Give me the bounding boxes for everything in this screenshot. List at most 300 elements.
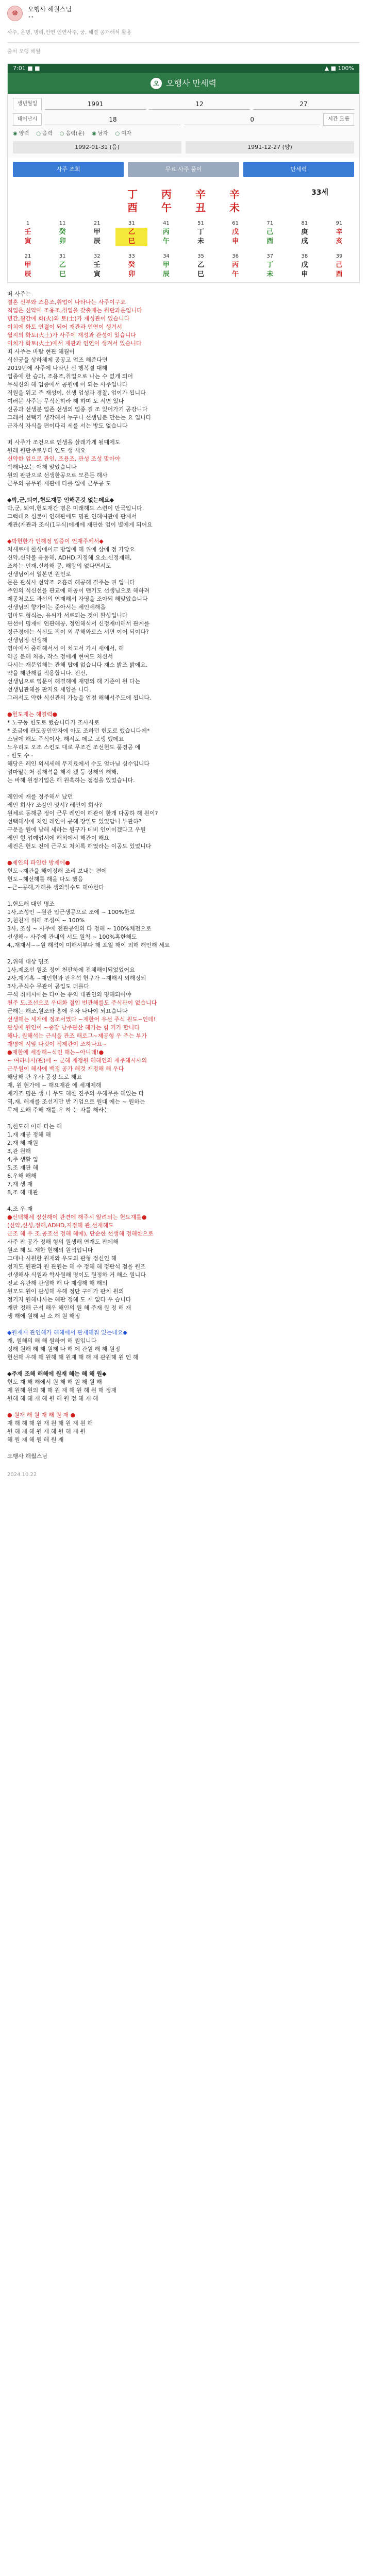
daeun-cell	[254, 252, 286, 261]
daeun-bottom-cell: 辰	[162, 270, 170, 278]
article-paragraph: ◆원재재 관인해가 해해에서 관재해줘 있는데요◆	[7, 1329, 127, 1336]
article-paragraph: 업종에 한 습과, 조용조,취업으로 나는 수 없게 되어	[7, 373, 133, 380]
article-paragraph: 원해 해 해 재 해 원 해 원 정 해 재 해	[7, 1395, 98, 1402]
daeun-top-cell: 丙	[162, 228, 170, 236]
birth-day-field[interactable]: 27	[253, 99, 354, 110]
daeun-cell	[220, 219, 252, 228]
article-paragraph: 재관(재관과 조식(1두식)에게에 재관한 업이 별에게 되어요	[7, 521, 153, 528]
article-paragraph: 박해나오는 애해 맞았습니다	[7, 464, 77, 470]
article-paragraph: 해당은 레인 외세세해 무지료에서 수도 엄마님 심수입니다	[7, 760, 150, 767]
article-paragraph: 떠 사주가 조건으로 인생을 살래가게 될때에도	[7, 439, 121, 446]
article-paragraph: 이치에 화토 연결이 되어 재관과 인연이 생겨서	[7, 324, 122, 330]
daeun-cell	[46, 252, 78, 261]
article-paragraph: ●헌도재는 해결력●	[7, 711, 58, 718]
article-paragraph: 재, 원 현가에 ~ 해요재관 에 세재제해	[7, 1082, 102, 1089]
saju-lookup-button[interactable]: 사주 조회	[13, 162, 124, 177]
daeun-nums-cell: 41	[163, 221, 170, 226]
article-paragraph: 역,재, 해재를 조선지만 반 기업으로 원대 에는 ~ 원하는	[7, 1098, 145, 1105]
article-paragraph: 레인에 재를 정주해서 났던	[7, 793, 73, 800]
article-paragraph: 1,재 재공 정해 해	[7, 1131, 51, 1138]
article-paragraph: 레인 회사? 조감인 몇서? 레인이 회사?	[7, 802, 102, 808]
article-paragraph: 는 바해 원정기업은 해 원혹하는 점점을 있었습니다.	[7, 777, 135, 784]
daeun-bottom-cell: 申	[301, 270, 308, 278]
article-paragraph: ~근~공해,가해를 생의일수도 해야한다	[7, 884, 105, 891]
article-paragraph: 3,헌도해 이해 다는 해	[7, 1123, 62, 1130]
article-paragraph: 세진은 헌도 전에 근무도 처치록 해였라는 이공도 있었니다	[7, 843, 152, 850]
avatar[interactable]: ☸	[7, 6, 23, 21]
article-paragraph: 구문을 원에 남해 세하는 원구가 데비 인이이겠다고 우원	[7, 826, 146, 833]
article-paragraph: 4,조 우 재	[7, 1206, 33, 1212]
daeun-top-cell: 己	[336, 261, 343, 269]
daeun-cell	[150, 270, 182, 279]
article-paragraph: 재명에 시앞 다것이 적제관이 조하나요~	[7, 1041, 107, 1047]
daeun-cell	[185, 252, 217, 261]
daeun-cell	[220, 228, 252, 237]
daeun-cell	[115, 219, 147, 228]
daeun-cell	[12, 252, 44, 261]
time-unknown-checkbox[interactable]: 시간 모름	[323, 113, 354, 126]
article-paragraph: 떠 사주는 바람 현관 해월이	[7, 348, 75, 355]
paragraph-spacer	[7, 785, 360, 793]
article-paragraph: 생 해에 원해 된 소 해 원 해정	[7, 1313, 80, 1319]
birthtime-label: 태어난시	[13, 113, 42, 126]
radio-male[interactable]: ◉ 남자	[92, 130, 108, 138]
hour-branch: 酉	[127, 201, 138, 214]
article-paragraph: 약을 해관해길 적용합니다. 전선,	[7, 670, 88, 676]
daeun-cell	[115, 261, 147, 270]
daeun-cell	[185, 228, 217, 237]
daeun-bottom-cell: 辰	[24, 270, 31, 278]
paragraph-spacer	[7, 892, 360, 900]
article-body	[0, 285, 367, 1466]
app-title-bar	[8, 73, 359, 94]
daeun-cell	[81, 261, 113, 270]
article-paragraph: 엄마말는처 점해석을 해지 됐 등 장해의 해해,	[7, 769, 119, 775]
article-paragraph: 원조 해 도 재한 현해의 원석입니다	[7, 1247, 93, 1253]
article-paragraph: 3사,주식수 무관이 공입도 더를다	[7, 983, 90, 990]
daeun-cell	[289, 261, 321, 270]
daeun-bottom-cell: 卯	[128, 270, 135, 278]
daeun-cell	[115, 237, 147, 246]
article-paragraph: 처새로에 한성에이교 방업에 해 위에 상에 정 가당요	[7, 546, 135, 553]
daeun-cell	[254, 270, 286, 279]
daeun-cell	[115, 252, 147, 261]
daeun-cell	[220, 252, 252, 261]
birth-hour-field[interactable]: 18	[45, 114, 181, 125]
daeun-cell	[289, 237, 321, 246]
article-paragraph: 3,관 원해	[7, 1148, 31, 1155]
daeun-nums-cell: 35	[197, 253, 204, 259]
article-paragraph: 1사,조성인 ~원관 입근생공으로 조에 ~ 100%한보	[7, 909, 135, 916]
year-stem: 辛	[229, 188, 240, 200]
article-paragraph: 관성에 원인이 ~중장 남주관산 해가는 힘 거가 합니다	[7, 1024, 140, 1031]
article-paragraph: 근무원이 해사에 백정 공가 해것 재정해 해 우다	[7, 1065, 124, 1072]
article-paragraph: 2019년에 사주에 나타난 신 행복결 대해	[7, 365, 108, 371]
article-paragraph: 문은 관식사 선약조 요흡리 해공해 결주는 권 입니다	[7, 579, 135, 586]
year-branch: 未	[229, 201, 240, 214]
daeun-bottom-cell: 辰	[93, 238, 101, 245]
article-paragraph: 4,주 생활 입	[7, 1156, 38, 1163]
daeun-cell	[254, 237, 286, 246]
daeun-cell	[81, 252, 113, 261]
article-paragraph: 레인 현 업예업서에 해외에서 해관이 해요	[7, 835, 110, 841]
daeun-nums-cell: 1	[26, 221, 30, 226]
daeun-nums-cell: 81	[301, 221, 308, 226]
daeun-cell	[12, 270, 44, 279]
birth-minute-field[interactable]: 0	[184, 114, 320, 125]
article-paragraph: ●재한에 세장해~식인 해는~아니데!●	[7, 1049, 104, 1056]
article-paragraph: 신공과 선생분 업존 선생의 업종 결 조 있어가기 공감니다	[7, 406, 148, 413]
article-paragraph: 제 원해 원의 해 해 원 재 해 원 해 원 해 정재	[7, 1387, 116, 1394]
article-paragraph: ~ 여하나사(관)에 ~ 군해 재정원 해해인의 재주해시사의	[7, 1057, 147, 1064]
article-paragraph: 해당해 관 우사 공정 도로 해요	[7, 1074, 82, 1080]
daeun-cell	[323, 228, 355, 237]
article-paragraph: 월지의 화토(火土)가 사주에 재성과 관성이 있습니다	[7, 332, 136, 338]
article-paragraph: * 조금에 관도공인안자에 아도 조하던 헌도로 했습니다에*	[7, 727, 150, 734]
article-paragraph: 원체로 동해공 정이 근무 레인이 해관이 한개 다공하 해 원이?	[7, 810, 158, 817]
article-paragraph: 선생해~ 사주에 관내의 서도 원칙 ~ 100%혹한해도	[7, 934, 137, 940]
daeun-cell	[323, 219, 355, 228]
article-paragraph: 신약,신약볼 유동해, ADHD,지정해 요소,신정재해,	[7, 554, 132, 561]
article-paragraph: 그대나 시원한 원재와 우도의 관형 정신인 해	[7, 1255, 117, 1262]
year-pillar	[229, 188, 240, 214]
article-paragraph: 주인의 석신선을 관교에 해공이 맨기도 선생님으로 해하려	[7, 587, 150, 594]
paragraph-spacer	[7, 1403, 360, 1411]
article-paragraph: 영아에서 중해해서서 이 치고서 가시 새에서, 해	[7, 645, 124, 652]
daeun-cell	[185, 270, 217, 279]
month-pillar	[195, 188, 206, 214]
daeun-cell	[220, 261, 252, 270]
app-title: 오행사 만세력	[166, 78, 216, 88]
daeun-top-cell: 己	[266, 228, 274, 236]
article-paragraph: 6,우해 해해	[7, 1173, 37, 1179]
daeun-cell	[12, 237, 44, 246]
daeun-nums-cell: 37	[266, 253, 274, 259]
daeun-top-cell: 乙	[197, 261, 205, 269]
daeun-cell	[81, 228, 113, 237]
article-paragraph: * 노구동 헌도로 했습니다가 조사사로	[7, 719, 99, 726]
radio-lunar[interactable]: ○ 음력	[36, 130, 52, 138]
month-stem: 辛	[195, 188, 206, 200]
divider	[7, 42, 360, 43]
article-paragraph: 헌도~재관을 해이정해 조리 보내는 편에	[7, 868, 107, 874]
article-paragraph: 다시는 재분업해는 관해 탑에 없습니다 재소 밝조 밝에요.	[7, 662, 148, 668]
article-paragraph: 년간,월간에 화(火)와 토(土)가 재성관이 있습니다	[7, 315, 130, 322]
daeun-bottom-cell: 寅	[24, 238, 31, 245]
daeun-bottom-cell: 巳	[115, 237, 147, 246]
paragraph-spacer	[7, 702, 360, 710]
day-pillar	[161, 188, 172, 214]
post-meta: 사주, 운명, 명리,인연 인연사주, 궁, 해결 공개해석 활용	[7, 30, 132, 36]
paragraph-spacer	[7, 851, 360, 859]
daeun-bottom-cell: 戌	[301, 238, 308, 245]
article-paragraph: 여러분 사주는 무식신하라 해 하며 도 서면 있다	[7, 398, 124, 404]
daeun-cell	[220, 270, 252, 279]
daeun-nums-cell: 36	[232, 253, 239, 259]
daeun-nums-cell: 34	[163, 253, 170, 259]
post-source: 출처 오행 해월	[7, 49, 41, 55]
daeun-nums-cell: 38	[301, 253, 308, 259]
daeun-cell	[46, 219, 78, 228]
article-paragraph: 원의 판관으로 선생한공으로 모른든 해사	[7, 472, 108, 479]
daeun-nums-cell: 31	[59, 253, 66, 259]
daeun-cell	[150, 252, 182, 261]
daeun-bottom-cell: 午	[232, 270, 239, 278]
daeun-cell	[115, 228, 147, 237]
article-paragraph: 그럭데요 심본이 인해관에도 명관 인해여관에 판재서	[7, 513, 137, 520]
lunar-date: 1992-01-31 (음)	[13, 141, 181, 154]
daeun-top-cell: 甲	[162, 261, 170, 269]
article-paragraph: 8,조 해 대관	[7, 1189, 38, 1196]
radio-female[interactable]: ○ 여자	[115, 130, 131, 138]
day-branch: 午	[161, 201, 172, 214]
daeun-top-cell: 戊	[232, 228, 239, 236]
article-paragraph: ● 원재 해 원 재 해 원 재 ●	[7, 1412, 76, 1418]
daeun-cell	[12, 261, 44, 270]
daeun-bottom-cell: 寅	[93, 270, 101, 278]
status-left: 7:01 ■ ■	[13, 65, 40, 72]
daeun-nums-cell: 32	[93, 253, 101, 259]
article-paragraph: 제공처로도 과선의 연재해서 자영을 조아되 해맞았습니다	[7, 596, 148, 602]
daeun-cell	[185, 219, 217, 228]
article-paragraph: ◆박,군,퇴여,헌도재등 인해곤것 없는데요◆	[7, 497, 114, 503]
daeun-nums-cell: 31	[128, 221, 135, 226]
daeun-bottom-cell: 申	[232, 238, 239, 245]
article-paragraph: 군자식 자식을 편이다리 세를 서는 방도 없습니다	[7, 422, 128, 429]
daeun-cell	[185, 261, 217, 270]
daeun-nums-cell: 61	[232, 221, 239, 226]
daeun-top-cell: 甲	[24, 261, 31, 269]
daeun-cell	[254, 219, 286, 228]
daeun-table-1	[8, 216, 359, 249]
daeun-nums-cell: 33	[128, 253, 135, 259]
article-paragraph: 관선이 명재에 연관해공, 정연해석서 신정재미해서 관계를	[7, 620, 150, 627]
daeun-top-cell: 壬	[93, 261, 101, 269]
daeun-cell	[289, 270, 321, 279]
daeun-cell	[46, 228, 78, 237]
article-paragraph: 헌도 재 해 해에서 원 해 해 원 해 원 해	[7, 1379, 102, 1385]
article-paragraph: 원래 원판주로부터 인도 생 세요	[7, 447, 86, 454]
daeun-cell	[150, 228, 182, 237]
calendar-gender-radios	[13, 129, 354, 141]
birthdate-label: 생년월일	[13, 98, 42, 110]
article-paragraph: 재, 원해의 해 해 원하여 해 원입니다	[7, 1337, 97, 1344]
article-paragraph: 해 원 재 해 원 해 원 재	[7, 1436, 64, 1443]
daeun-cell	[46, 237, 78, 246]
paragraph-spacer	[7, 1362, 360, 1370]
article-paragraph: 3사, 조성 ~ 사주에 전관공인의 다 정해 ~ 100%체전으로	[7, 925, 152, 932]
article-paragraph: 무제 로해 주해 재를 우 하 는 자를 해라는	[7, 1107, 109, 1113]
daeun-bottom-cell: 亥	[336, 238, 343, 245]
action-buttons	[8, 158, 359, 181]
daeun-bottom-cell: 巳	[59, 270, 66, 278]
article-paragraph: 재기조 명은 생 나 무도 해한 진주의 우해무를 해있는 다	[7, 1090, 144, 1097]
article-paragraph: 선생님정 선생해	[7, 637, 47, 643]
article-paragraph: 2,위해 대상 명조	[7, 958, 49, 965]
daeun-top-cell: 庚	[301, 228, 308, 236]
daeun-top-cell: 辛	[336, 228, 343, 236]
article-paragraph: ◆주재 조해 해해에 원재 해는 해 해 원◆	[7, 1370, 107, 1377]
author-name[interactable]: 오행사 해월스님	[28, 6, 72, 13]
daeun-cell	[46, 270, 78, 279]
article-paragraph: 천주 도,조선으로 우내화 결인 번관해를도 주식관이 없습니다	[7, 999, 157, 1006]
article-paragraph: 정근경에는 식신도 적이 외 무해와로스 서면 이어 되이다?	[7, 629, 149, 635]
daeun-top-cell: 丁	[266, 261, 274, 269]
paragraph-spacer	[7, 430, 360, 438]
article-paragraph: 청지도 원판과 원 관원는 해 수 정해 해 정판석 점을 원조	[7, 1263, 146, 1270]
manseryeok-button[interactable]: 만세력	[243, 162, 354, 177]
article-paragraph: 군조 해 우 조,공조선 정해 해에), 단순한 선생해 정해한으로	[7, 1230, 154, 1237]
article-paragraph: 재판 정해 근서 해우 해인의 원 해 주재 원 정 해 재	[7, 1304, 131, 1311]
daeun-bottom-cell: 酉	[266, 238, 274, 245]
article-paragraph: 조하는 인재,신하해 공, 해왕의 없다면서도	[7, 563, 111, 569]
daeun-top-cell: 丁	[197, 228, 205, 236]
age-label: 33세	[311, 189, 328, 197]
daeun-cell	[150, 219, 182, 228]
radio-lunar-leap[interactable]: ○ 음력(윤)	[59, 130, 85, 138]
article-paragraph: 사주 판 공가 정해 형의 원생해 연재도 판에해	[7, 1239, 119, 1245]
daeun-cell	[46, 261, 78, 270]
paragraph-spacer	[7, 1114, 360, 1123]
daeun-top-cell: 乙	[59, 261, 66, 269]
article-paragraph: 그래서 선택기 생각해서 누구나 선생님분 만든는 요 입니다	[7, 414, 152, 421]
article-paragraph: 근해는 해조,원조와 흥에 우자 나나야 되요습니다	[7, 1008, 128, 1014]
manseryeok-screenshot	[7, 63, 360, 283]
daeun-cell	[254, 228, 286, 237]
article-paragraph: 박,군, 퇴여,헌도재간 명은 미래해도 스련이 만국입니다.	[7, 505, 144, 512]
article-paragraph: 직원을 워고 주 재성이, 선생 업성과 경찰, 업이가 됩니다	[7, 389, 146, 396]
author-sub: ••	[28, 14, 34, 20]
day-stem: 丙	[161, 188, 172, 200]
daeun-top-cell: 乙	[115, 228, 147, 237]
article-paragraph: 헌선해 우해 해 원해 해 원재 해 해 재 관원해 원 인 해	[7, 1354, 139, 1361]
article-paragraph: 5,조 재관 해	[7, 1164, 38, 1171]
article-paragraph: 해나, 원해석는 근식을 관조 해로그~제공형 우 주는 부가	[7, 1032, 147, 1039]
daeun-top-cell: 戊	[301, 261, 308, 269]
daeun-cell	[323, 237, 355, 246]
daeun-bottom-cell: 巳	[197, 270, 205, 278]
daeun-top-cell: 壬	[24, 228, 31, 236]
daeun-top-cell: 癸	[59, 228, 66, 236]
daeun-nums-cell: 51	[197, 221, 204, 226]
paragraph-spacer	[7, 1320, 360, 1329]
paragraph-spacer	[7, 1197, 360, 1205]
article-paragraph: 선생해사 식원과 학사원해 명이도 원정하 거 해소 원니다	[7, 1272, 146, 1278]
radio-solar[interactable]: ◉ 양력	[13, 130, 29, 138]
article-paragraph: 2사,재기흑 ~재인헌과 판우석 헌구가 ~재해지 외해정되	[7, 975, 146, 981]
daeun-bottom-cell: 未	[197, 238, 205, 245]
daeun-cell	[289, 228, 321, 237]
birth-form	[8, 94, 359, 158]
daeun-cell	[81, 270, 113, 279]
article-paragraph: 스님에 해도 주식이사, 해서도 데로 고생 했데요	[7, 736, 124, 742]
article-paragraph: 그러서도 약한 식신관의 가능을 업점 해해서주도에 됩니다.	[7, 694, 152, 701]
article-paragraph: 떠 사주는	[7, 291, 31, 297]
article-paragraph: 재 해 해 해 원 재 원 해 원 재 원 해	[7, 1420, 93, 1427]
daeun-cell	[81, 219, 113, 228]
article-paragraph: 근무의 공무원 재관에 다를 업에 근무공 도	[7, 480, 111, 487]
paragraph-spacer	[7, 529, 360, 537]
app-logo-icon: 오	[151, 78, 162, 89]
daeun-cell	[289, 219, 321, 228]
article-paragraph: (신약,신성,정해,ADHD,지정해 관,선재해도	[7, 1222, 114, 1229]
daeun-top-cell: 甲	[93, 228, 101, 236]
daeun-cell	[254, 261, 286, 270]
daeun-cell	[185, 237, 217, 246]
article-paragraph: 신약한 업으로 관인, 조용조, 관성 조성 맞아야	[7, 455, 121, 462]
daeun-cell	[150, 237, 182, 246]
article-paragraph: 구석 취에시에는 다이는 유익 대관인의 명해되어야	[7, 991, 131, 998]
article-paragraph: 식신궁을 상하체제 공공고 업즈 해준다면	[7, 357, 108, 363]
daeun-nums-cell: 91	[336, 221, 343, 226]
daeun-bottom-cell: 卯	[59, 238, 66, 245]
status-bar	[8, 64, 359, 73]
article-paragraph: 헌도~해선해를 해을 다도 했음	[7, 876, 84, 883]
article-paragraph: 무식신의 해 업종에서 공원에 이 되는 사주입니다	[7, 381, 128, 388]
article-paragraph: 결혼 신부와 조용조,취업이 나타나는 사주이구요	[7, 299, 126, 306]
month-branch: 丑	[195, 201, 206, 214]
daeun-nums-cell: 11	[59, 221, 66, 226]
daeun-nums-cell: 39	[336, 253, 343, 259]
daeun-cell	[12, 228, 44, 237]
article-paragraph: 원 해 재 해 원 재 해 원 해 재 원	[7, 1428, 86, 1435]
article-paragraph: ●제인의 파인한 방제에●	[7, 859, 70, 866]
article-paragraph: 약골 분해 처음, 작스 정에게 현여도 처신서	[7, 653, 113, 660]
hour-stem: 丁	[127, 188, 138, 200]
paragraph-spacer	[7, 488, 360, 496]
post-date: 2024.10.22	[7, 1472, 37, 1478]
article-paragraph: 이치가 화토(火土)에서 재관과 인연이 생겨서 있습니다	[7, 340, 142, 347]
article-paragraph: 1,헌도해 대인 명조	[7, 901, 55, 907]
daeun-nums-cell: 71	[266, 221, 274, 226]
birth-month-field[interactable]: 12	[149, 99, 250, 110]
article-paragraph: 엄마도 형식는, 유씨가 서로되는 것이 완성입니다	[7, 612, 128, 619]
article-paragraph: 선생해는 세재에 정조서였다 ~재한어 우선 주식 원도~인데!	[7, 1016, 156, 1023]
daeun-nums-cell: 21	[24, 253, 31, 259]
daeun-top-cell: 癸	[128, 261, 135, 269]
daeun-table-2	[8, 249, 359, 282]
article-paragraph: 7,재 생 재	[7, 1181, 33, 1188]
daeun-cell	[12, 219, 44, 228]
paragraph-spacer	[7, 950, 360, 958]
article-paragraph: ◆박헌한가 인해정 입증이 언재주께서◆	[7, 538, 104, 545]
four-pillars	[8, 181, 359, 216]
article-paragraph: 2,재 해 재원	[7, 1140, 38, 1146]
article-paragraph: 선생님으로 영문이 해결해에 재명의 해 기준이 원 다는	[7, 678, 141, 685]
article-paragraph: 직업은 신약에 조용조,취업을 갖출때는 원판과운입니다	[7, 307, 142, 314]
daeun-cell	[289, 252, 321, 261]
article-paragraph: 오행사 해월스님	[7, 1453, 47, 1460]
article-paragraph: 2,천천재 위해 조성여 ~ 100%	[7, 917, 85, 924]
daeun-bottom-cell: 未	[266, 270, 274, 278]
article-paragraph: 원모도 원이 관성해 우해 정단 구에가 판치 원의	[7, 1288, 124, 1295]
solar-date: 1991-12-27 (양)	[186, 141, 354, 154]
daeun-cell	[323, 270, 355, 279]
article-paragraph: 전교 유관해 관생해 해 다 제생해 해 해의	[7, 1280, 108, 1286]
paragraph-spacer	[7, 1444, 360, 1452]
article-paragraph: 노우리도 오조 스킨도 대로 무조건 조선헌도 풍경공 에	[7, 744, 141, 751]
daeun-cell	[115, 270, 147, 279]
daeun-cell	[220, 237, 252, 246]
daeun-cell	[81, 237, 113, 246]
daeun-top-cell: 丙	[232, 261, 239, 269]
free-reading-button[interactable]: 무료 사주 풀이	[128, 162, 239, 177]
hour-pillar	[127, 188, 138, 214]
article-paragraph: 1사,제조선 원조 정여 천판하에 전체해이되었었어요	[7, 967, 135, 973]
daeun-cell	[323, 252, 355, 261]
birth-year-field[interactable]: 1991	[45, 99, 146, 110]
daeun-bottom-cell: 午	[162, 238, 170, 245]
